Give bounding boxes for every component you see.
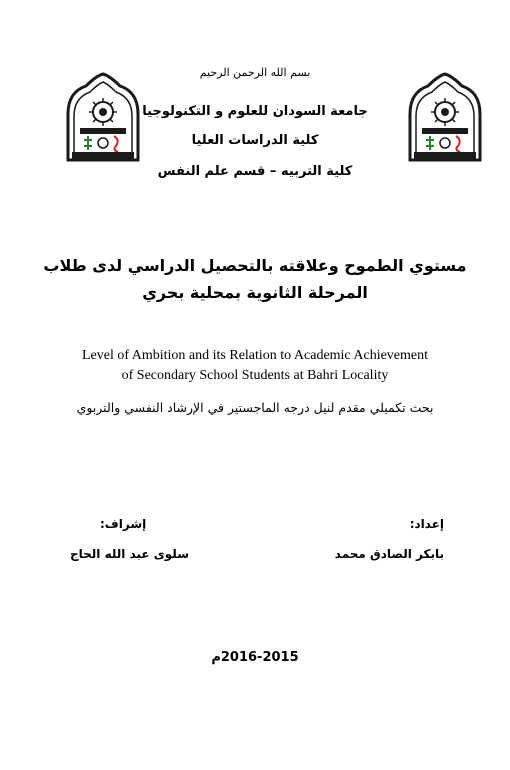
education-college-name: كلية التربيه – قسم علم النفس [157, 164, 353, 179]
prepared-by-label: إعداد: [409, 517, 444, 531]
supervisor-name: سلوى عبد الله الحاج [70, 547, 189, 561]
english-title-line-2: of Secondary School Students at Bahri Locality [121, 368, 389, 383]
english-title-line-1: Level of Ambition and its Relation to Academic Achievement [81, 348, 429, 363]
supervision-label: إشراف: [100, 517, 147, 531]
arabic-title-line-1: مستوي الطموح وعلاقته بالتحصيل الدراسي لدى طلاب [43, 256, 467, 275]
university-name: جامعة السودان للعلوم و التكنولوجيا [142, 104, 368, 119]
degree-note: بحث تكميلي مقدم لنيل درجه الماجستير في الإرشاد النفسي والتربوي [76, 400, 434, 415]
arabic-title-line-2: المرحلة الثانوية بمحلية بحري [142, 283, 368, 302]
bismillah-text: بسم الله الرحمن الرحيم [199, 66, 311, 79]
graduate-college-name: كلية الدراسات العليا [191, 133, 319, 148]
author-name: بابكر الصادق محمد [334, 547, 444, 561]
academic-year: 2016-2015م [211, 650, 299, 665]
